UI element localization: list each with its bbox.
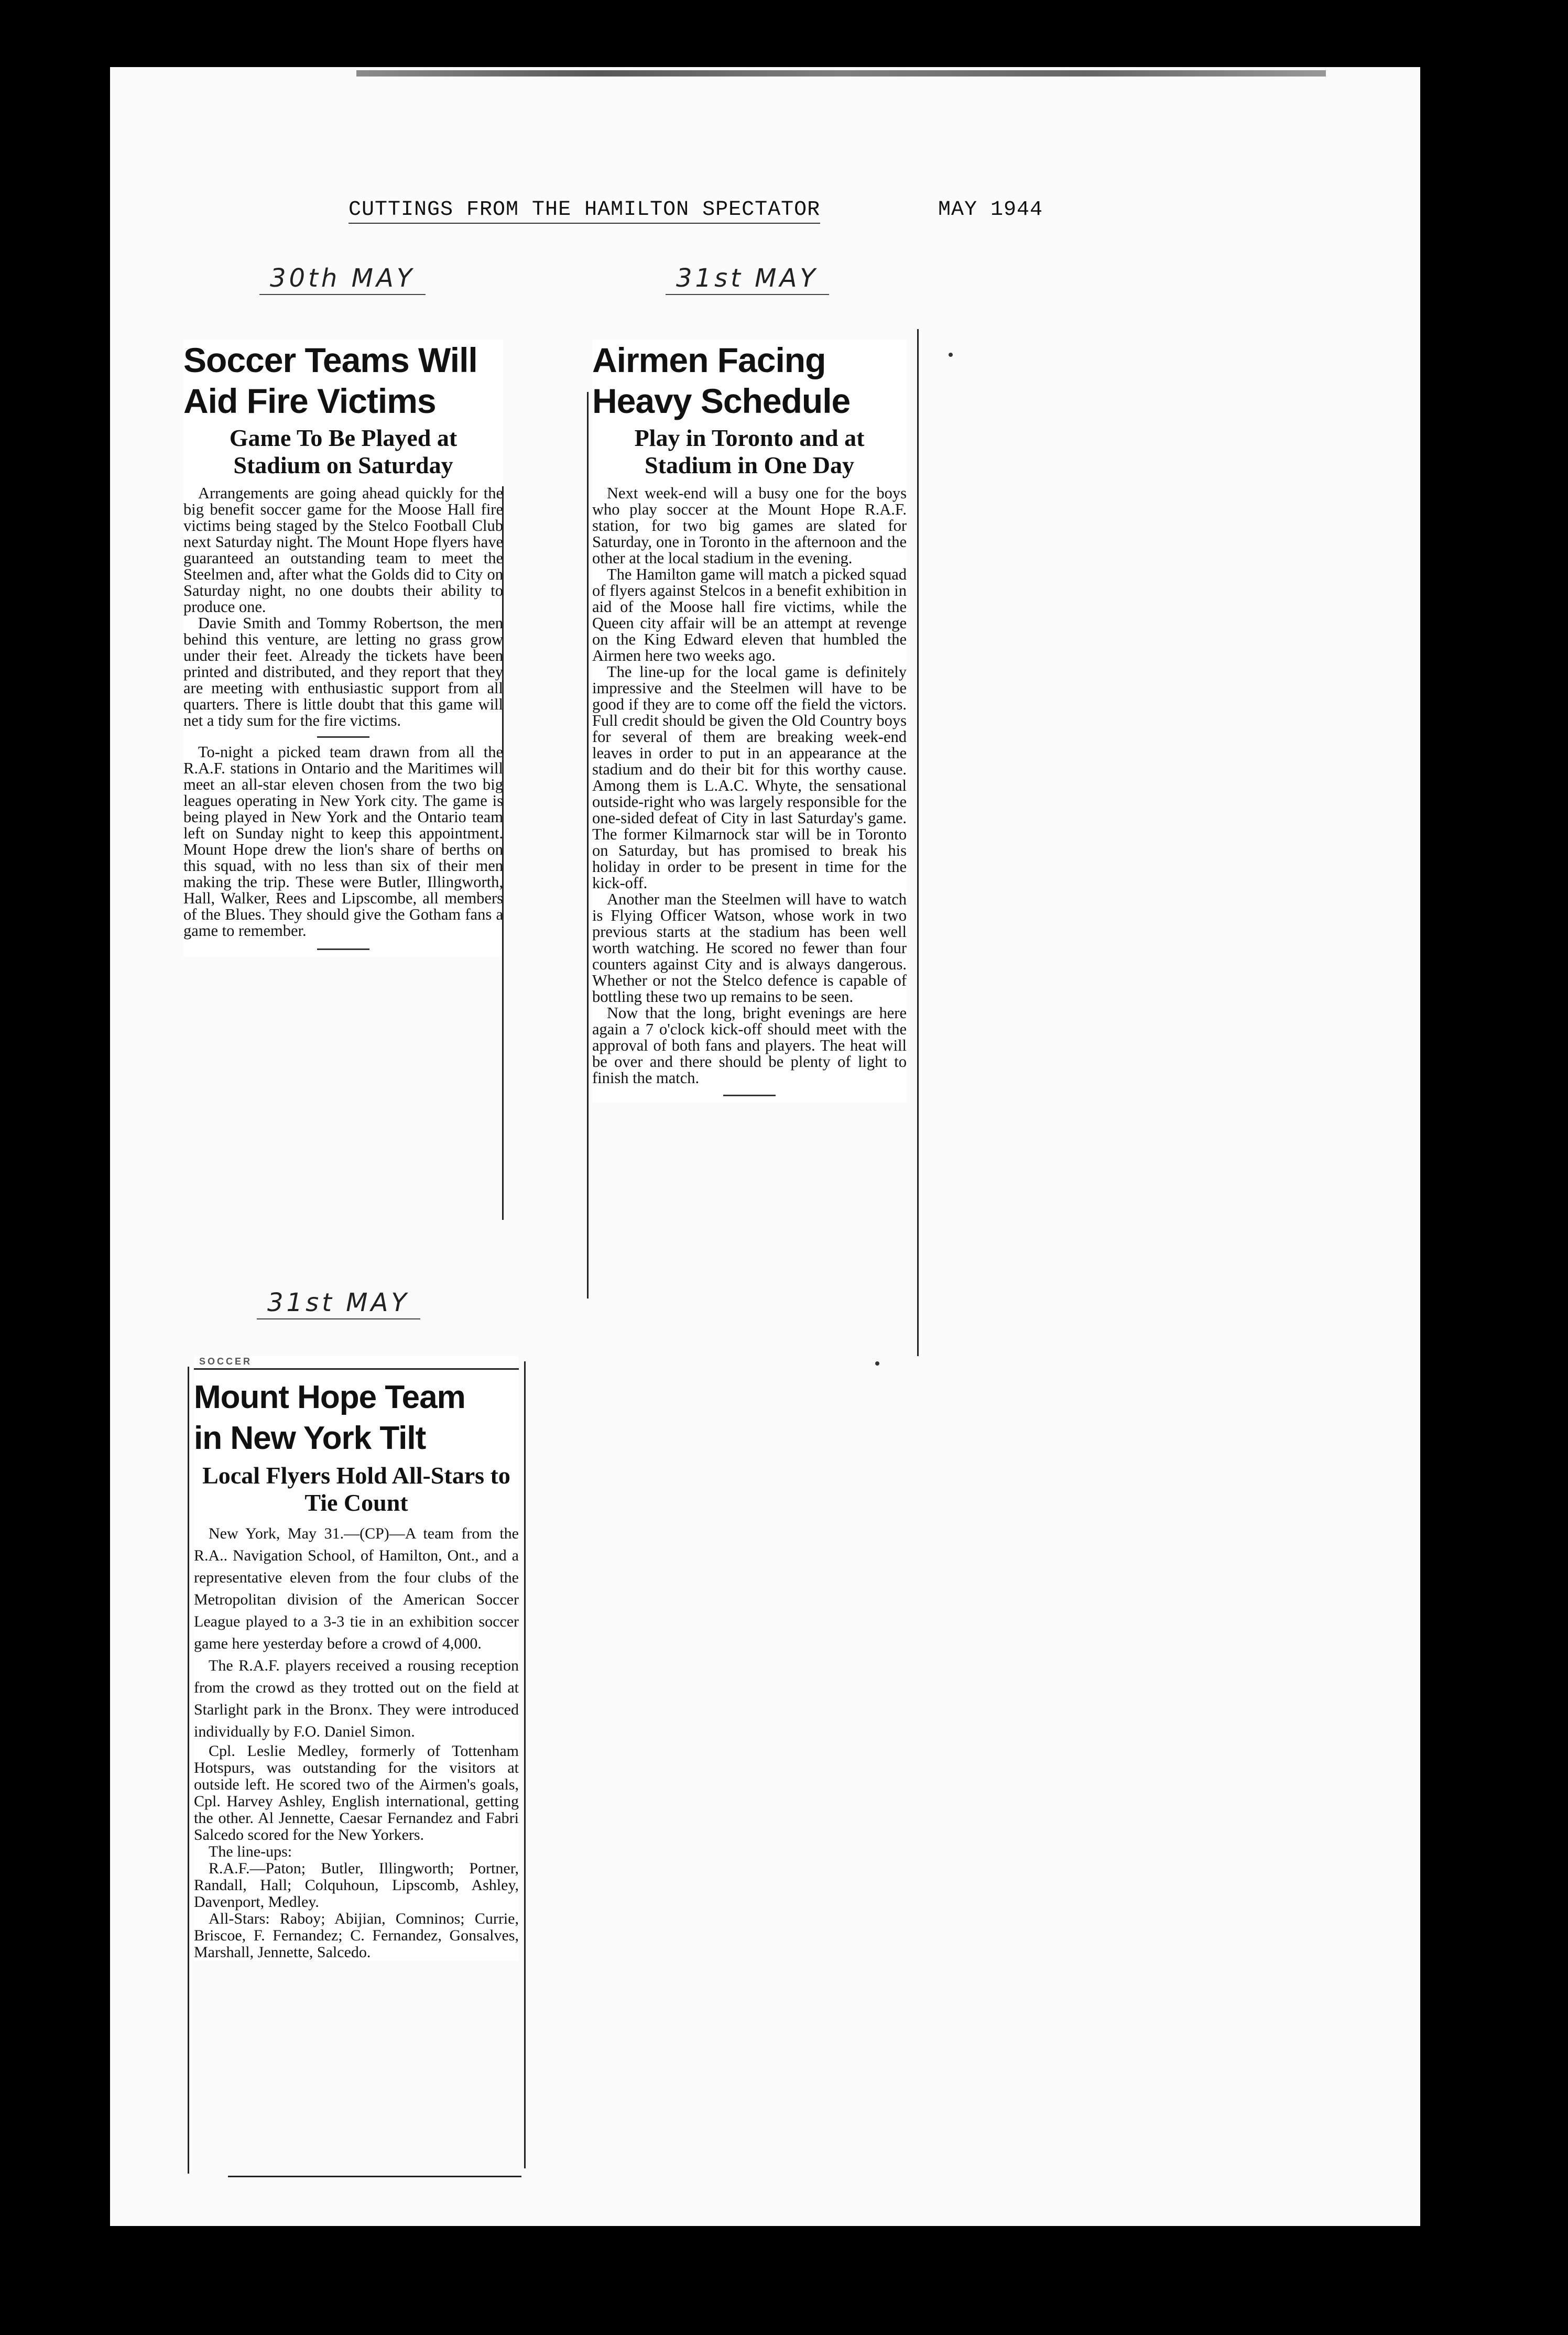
clipping-3-kicker: SOCCER: [194, 1356, 519, 1370]
clipping-1-body: [183, 485, 503, 939]
clipping-3-subhead: Local Flyers Hold All-Stars to Tie Count: [202, 1462, 510, 1516]
paragraph: Next week-end will a busy one for the boys who play soccer at the Mount Hope R.A.F. station, for two big games are slated for Saturday, one in Toronto in the afternoon and the other at the local stadium in the evening.: [592, 484, 907, 567]
headline-line: Soccer Teams Will: [183, 341, 477, 379]
column-rule: [502, 486, 504, 1220]
end-rule: [317, 948, 369, 950]
paragraph: Arrangements are going ahead quickly for the big benefit soccer game for the Moose Hall fire victims being staged by the Stelco Football Club next Saturday night. The Mount Hope flyers have guaranteed an outstanding team to meet the Steelmen and, after what the Golds did to City on Saturday night, no one doubts their ability to produce one.: [183, 484, 503, 616]
clipping-3-headline: [194, 1377, 519, 1459]
clipping-2-subhead: Play in Toronto and at Stadium in One Day: [634, 424, 865, 478]
clipping-mount-hope-tilt: [194, 1356, 519, 1961]
paragraph: Another man the Steelmen will have to watch is Flying Officer Watson, whose work in two previous starts at the stadium has been well worth watching. He scored no fewer than four counters against City and is always dangerous. Whether or not the Stelco defence is capable of bottling these two up remains to be seen.: [592, 890, 907, 1006]
clipping-3-body: [194, 1523, 519, 1961]
paragraph: R.A.F.—Paton; Butler, Illingworth; Portner, Randall, Hall; Colquhoun, Lipscomb, Ashley, Davenport, Medley.: [194, 1860, 519, 1911]
handwritten-date-3: 31st MAY: [267, 1288, 410, 1317]
document-sheet: [110, 67, 1420, 2226]
end-rule: [723, 1095, 776, 1096]
paragraph: The line-up for the local game is definitely impressive and the Steelmen will have to be good if they are to come off the field the victors. Full credit should be given the Old Country boys for several of them are breaking week-end leaves in order to put in an appearance at the stadium and do their bit for this worthy cause. Among them is L.A.C. Whyte, the sensational outside-right who was largely responsible for the one-sided defeat of City in last Saturday's game. The former Kilmarnock star will be in Toronto on Saturday, but has promised to break his holiday in order to be present in time for the kick-off.: [592, 663, 907, 892]
clipping-1-subhead: Game To Be Played at Stadium on Saturday: [229, 424, 458, 478]
handwritten-date-2: 31st MAY: [676, 264, 819, 293]
clipping-2-body: [592, 485, 907, 1086]
paragraph: Davie Smith and Tommy Robertson, the men behind this venture, are letting no grass grow under their feet. Already the tickets have been printed and distributed, and they report that they are meeting with enthusiastic support from all quarters. There is little doubt that this game will net a tidy sum for the fire victims.: [183, 614, 503, 729]
clipping-airmen-schedule: [592, 340, 907, 1103]
dust-speck: [875, 1361, 879, 1366]
tape-strip: [356, 70, 1326, 77]
paragraph: To-night a picked team drawn from all the R.A.F. stations in Ontario and the Maritimes will meet an all-star eleven chosen from the two big leagues operating in New York city. The game is being played in New York and the Ontario team left on Sunday night to keep this appointment. Mount Hope drew the lion's share of berths on this squad, with no less than six of their men making the trip. These were Butler, Illingworth, Hall, Walker, Rees and Lipscombe, all members of the Blues. They should give the Gotham fans a game to remember.: [183, 743, 503, 940]
clipping-2-headline: [592, 340, 907, 421]
clipping-soccer-teams: [183, 340, 503, 956]
headline-line: Heavy Schedule: [592, 381, 851, 420]
paragraph: The R.A.F. players received a rousing reception from the crowd as they trotted out on the field at Starlight park in the Bronx. They were introduced individually by F.O. Daniel Simon.: [194, 1657, 519, 1740]
paragraph: All-Stars: Raboy; Abijian, Comninos; Currie, Briscoe, F. Fernandez; C. Fernandez, Gonsalves, Marshall, Jennette, Salcedo.: [194, 1910, 519, 1961]
paragraph: Cpl. Leslie Medley, formerly of Tottenham Hotspurs, was outstanding for the visitors at outside left. He scored two of the Airmen's goals, Cpl. Harvey Ashley, English international, getting the other. Al Jennette, Caesar Fernandez and Fabri Salcedo scored for the New Yorkers.: [194, 1742, 519, 1843]
divider: [317, 736, 369, 738]
masthead: [349, 198, 1043, 222]
column-rule: [524, 1361, 526, 2168]
masthead-date: MAY 1944: [938, 198, 1043, 222]
headline-line: Aid Fire Victims: [183, 381, 436, 420]
column-rule: [228, 2176, 521, 2177]
paragraph: Now that the long, bright evenings are here again a 7 o'clock kick-off should meet with the approval of both fans and players. The heat will be over and there should be plenty of light to finish the match.: [592, 1004, 907, 1087]
paragraph: The line-ups:: [209, 1843, 292, 1860]
handwritten-date-1: 30th MAY: [270, 264, 416, 293]
headline-line: Airmen Facing: [592, 341, 826, 379]
dust-speck: [949, 353, 953, 357]
headline-line: in New York Tilt: [194, 1420, 426, 1456]
masthead-title: CUTTINGS FROM THE HAMILTON SPECTATOR: [349, 198, 820, 224]
column-rule: [188, 1367, 189, 2174]
paragraph: New York, May 31.—(CP)—A team from the R.A.. Navigation School, of Hamilton, Ont., and a representative eleven from the four clubs of the Metropolitan division of the American Soccer League played to a 3-3 tie in an exhibition soccer game here yesterday before a crowd of 4,000.: [194, 1525, 519, 1652]
paragraph: The Hamilton game will match a picked squad of flyers against Stelcos in a benefit exhibition in aid of the Moose hall fire victims, while the Queen city affair will be an attempt at revenge on the King Edward eleven that humbled the Airmen here two weeks ago.: [592, 565, 907, 664]
column-rule: [587, 392, 589, 1299]
clipping-1-headline: [183, 340, 503, 421]
column-rule: [917, 329, 919, 1356]
headline-line: Mount Hope Team: [194, 1379, 465, 1415]
